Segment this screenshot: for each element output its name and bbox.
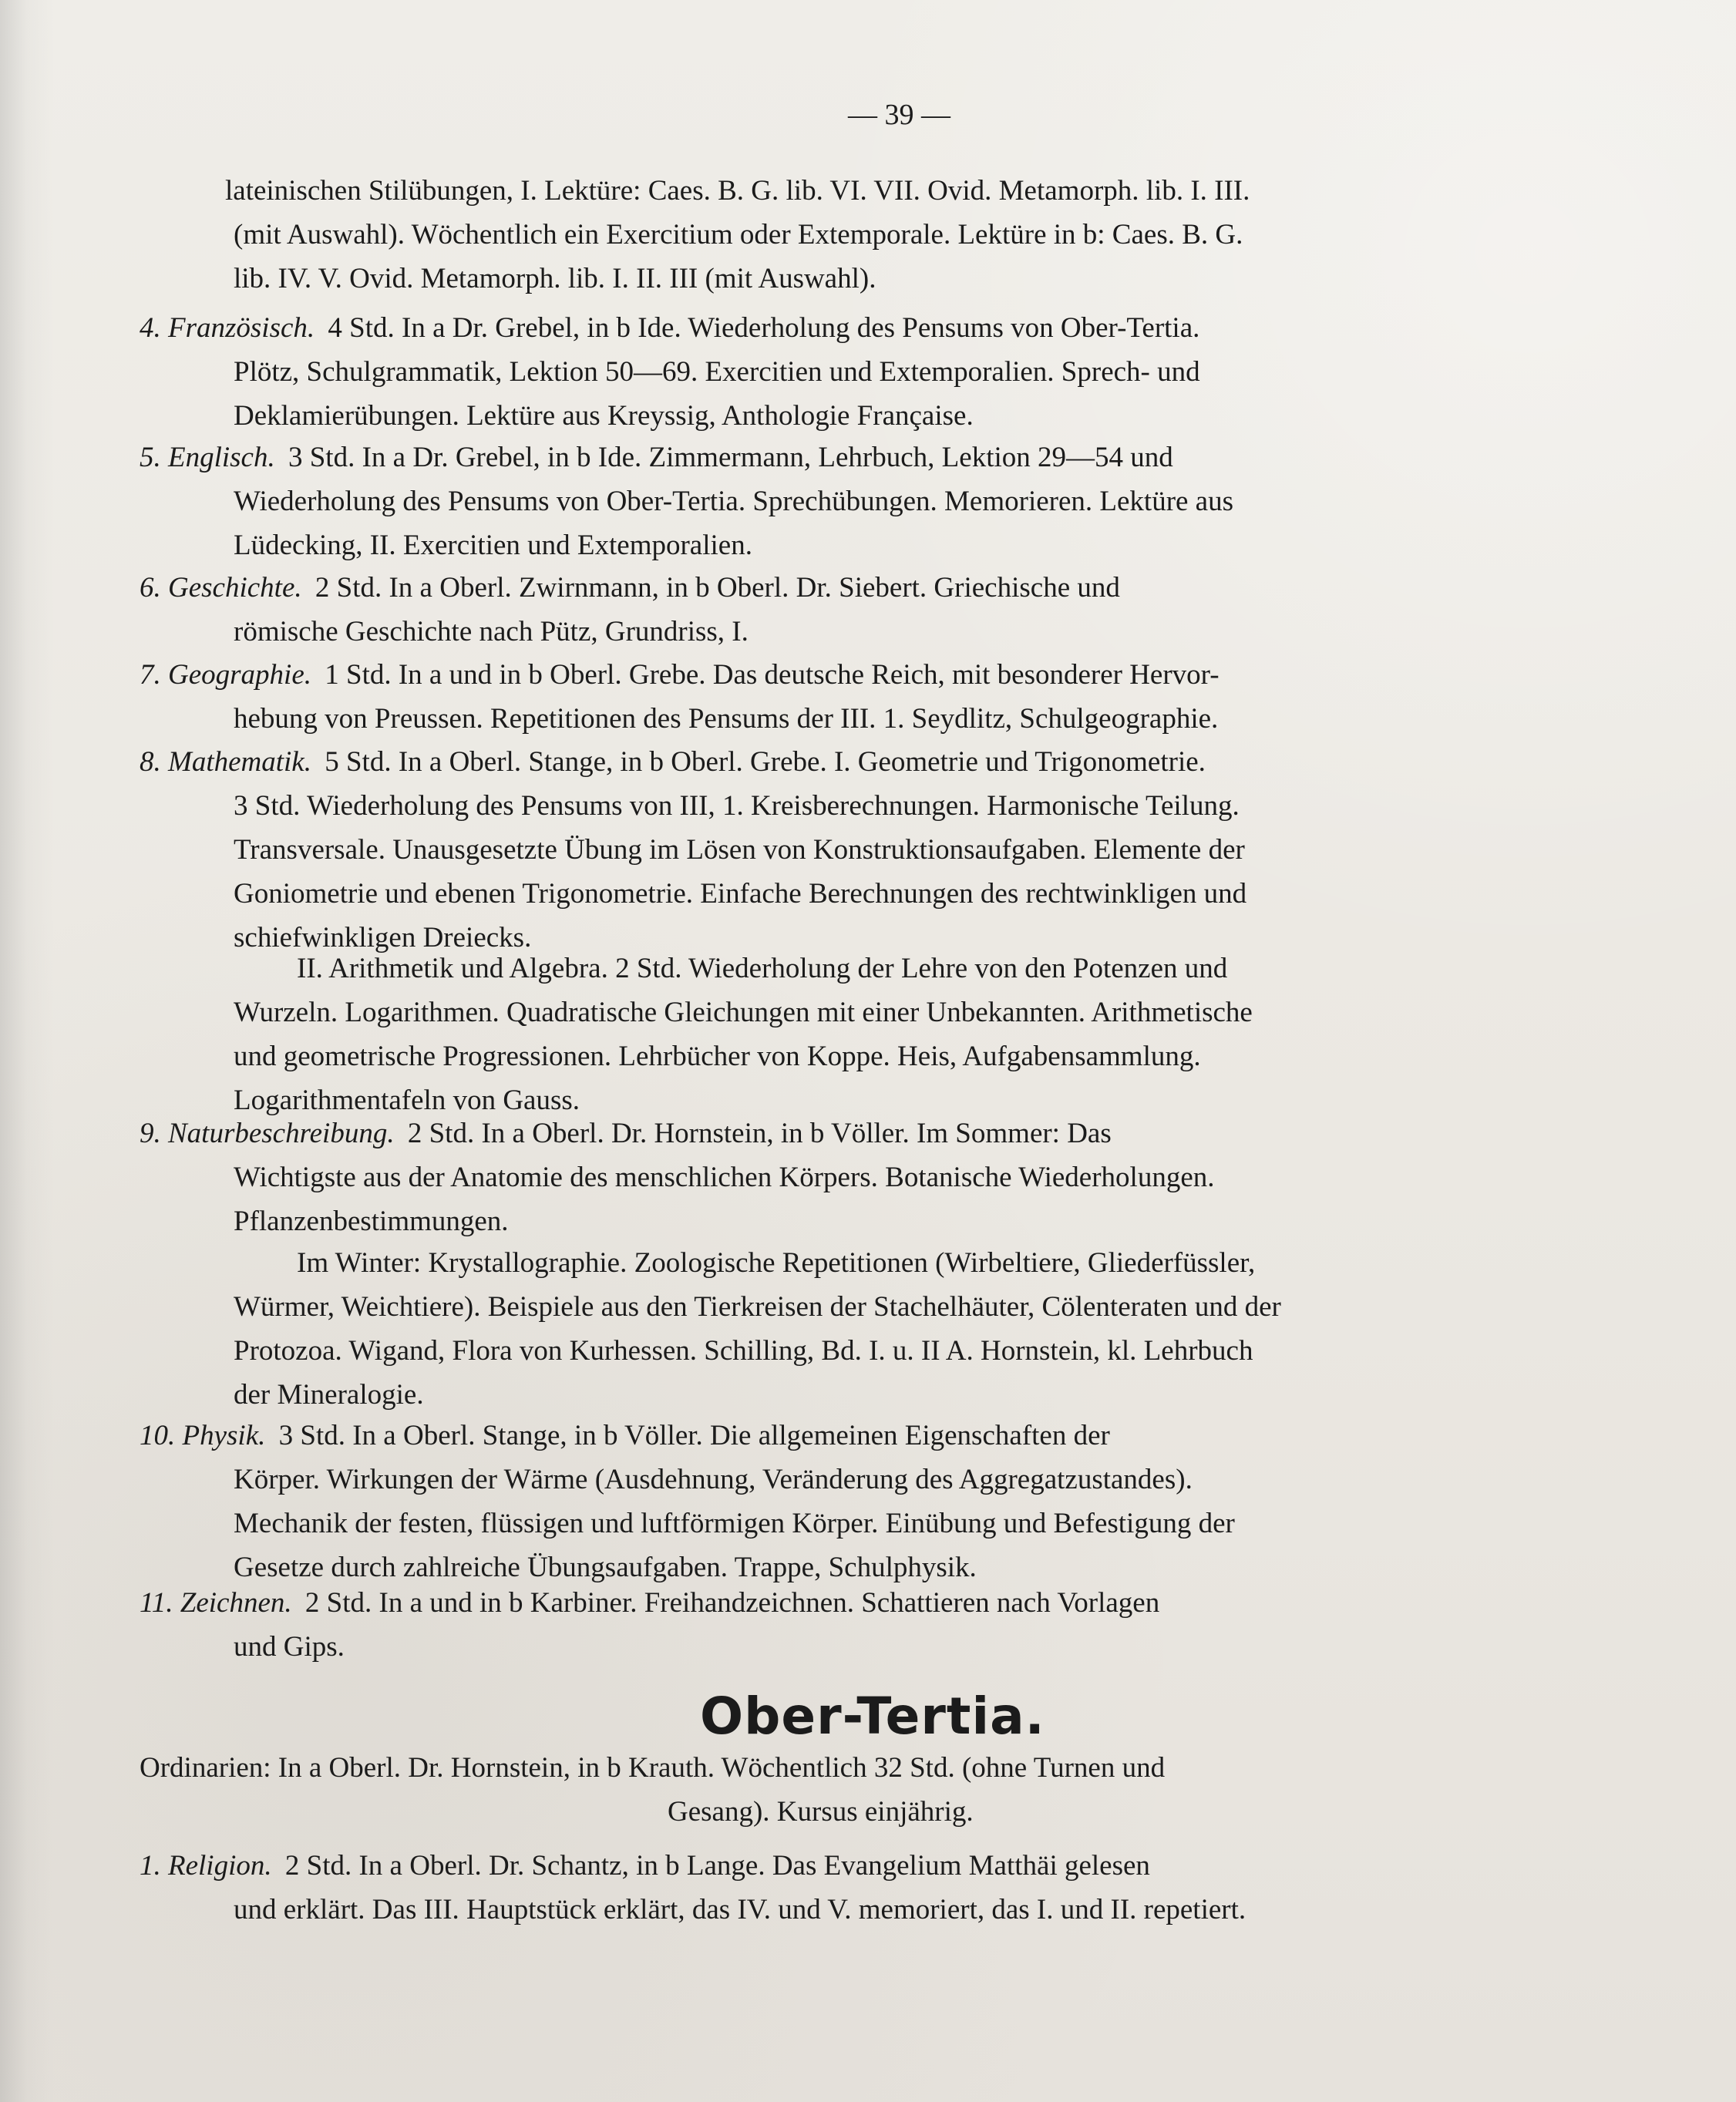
- religion-line2: und erklärt. Das III. Hauptstück erklärt, das IV. und V. memoriert, das I. und II. repetiert.: [234, 1894, 1246, 1925]
- section-number: 6.: [140, 572, 161, 604]
- section-9-line1: [140, 1119, 1112, 1148]
- text-line: Goniometrie und ebenen Trigonometrie. Einfache Berechnungen des rechtwinkligen und: [234, 878, 1247, 910]
- page-number: — 39 —: [848, 99, 950, 131]
- section-subject: Naturbeschreibung.: [168, 1118, 395, 1149]
- text-line: römische Geschichte nach Pütz, Grundriss, I.: [234, 616, 749, 647]
- text-line: Deklamierübungen. Lektüre aus Kreyssig, Anthologie Française.: [234, 400, 974, 432]
- section-number: 11.: [140, 1587, 173, 1619]
- text-line: Plötz, Schulgrammatik, Lektion 50—69. Exercitien und Extemporalien. Sprech- und: [234, 356, 1200, 388]
- section-number: 10.: [140, 1420, 176, 1451]
- section-number: 7.: [140, 659, 161, 691]
- section-line1-rest: 5 Std. In a Oberl. Stange, in b Oberl. Grebe. I. Geometrie und Trigonometrie.: [325, 746, 1206, 778]
- text-line: Lüdecking, II. Exercitien und Extemporalien.: [234, 530, 752, 561]
- section-line1-rest: 2 Std. In a Oberl. Dr. Hornstein, in b Völler. Im Sommer: Das: [407, 1118, 1112, 1149]
- text-line: Logarithmentafeln von Gauss.: [234, 1085, 580, 1116]
- section-number: 8.: [140, 746, 161, 778]
- text-line: Transversale. Unausgesetzte Übung im Lösen von Konstruktionsaufgaben. Elemente der: [234, 834, 1245, 866]
- section-8-line1: [140, 748, 1206, 776]
- section-number: 5.: [140, 442, 161, 473]
- section-subject: Englisch.: [168, 442, 275, 473]
- text-line: Mechanik der festen, flüssigen und luftförmigen Körper. Einübung und Befestigung der: [234, 1508, 1235, 1539]
- section-6-line1: [140, 573, 1120, 602]
- section-4-line1: [140, 314, 1199, 342]
- section-10-line1: [140, 1421, 1110, 1450]
- section-subject: Mathematik.: [168, 746, 311, 778]
- section-line1-rest: 3 Std. In a Oberl. Stange, in b Völler. Die allgemeinen Eigenschaften der: [278, 1420, 1110, 1451]
- text-line: hebung von Preussen. Repetitionen des Pensums der III. 1. Seydlitz, Schulgeographie.: [234, 703, 1219, 735]
- text-line: Pflanzenbestimmungen.: [234, 1206, 509, 1237]
- section-line1-rest: 1 Std. In a und in b Oberl. Grebe. Das deutsche Reich, mit besonderer Hervor-: [325, 659, 1220, 691]
- text-line: Protozoa. Wigand, Flora von Kurhessen. Schilling, Bd. I. u. II A. Hornstein, kl. Lehrbuch: [234, 1335, 1253, 1367]
- section-number: 9.: [140, 1118, 161, 1149]
- text-line: der Mineralogie.: [234, 1379, 424, 1411]
- text-line: Wichtigste aus der Anatomie des menschlichen Körpers. Botanische Wiederholungen.: [234, 1162, 1215, 1193]
- section-line1-rest: 2 Std. In a und in b Karbiner. Freihandzeichnen. Schattieren nach Vorlagen: [304, 1587, 1160, 1619]
- ordinarien-line2: Gesang). Kursus einjährig.: [668, 1796, 974, 1828]
- text-line: Körper. Wirkungen der Wärme (Ausdehnung, Veränderung des Aggregatzustandes).: [234, 1464, 1193, 1495]
- section-heading: Ober-Tertia.: [700, 1687, 1045, 1746]
- section-line1-rest: 4 Std. In a Dr. Grebel, in b Ide. Wiederholung des Pensums von Ober-Tertia.: [328, 312, 1200, 344]
- section-subject: Religion.: [168, 1850, 272, 1882]
- text-line: Im Winter: Krystallographie. Zoologische Repetitionen (Wirbeltiere, Gliederfüssler,: [297, 1247, 1256, 1279]
- text-line: schiefwinkligen Dreiecks.: [234, 922, 532, 953]
- section-5-line1: [140, 443, 1173, 472]
- section-line1-rest: 2 Std. In a Oberl. Zwirnmann, in b Oberl. Dr. Siebert. Griechische und: [315, 572, 1120, 604]
- text-line: lateinischen Stilübungen, I. Lektüre: Caes. B. G. lib. VI. VII. Ovid. Metamorph. lib. I. III.: [225, 175, 1250, 207]
- ordinarien-line1: Ordinarien: In a Oberl. Dr. Hornstein, in b Krauth. Wöchentlich 32 Std. (ohne Turnen und: [140, 1752, 1166, 1784]
- section-subject: Geschichte.: [168, 572, 302, 604]
- section-line1-rest: 3 Std. In a Dr. Grebel, in b Ide. Zimmermann, Lehrbuch, Lektion 29—54 und: [288, 442, 1173, 473]
- religion-line1: [140, 1851, 1150, 1880]
- section-subject: Zeichnen.: [180, 1587, 292, 1619]
- text-line: 3 Std. Wiederholung des Pensums von III, 1. Kreisberechnungen. Harmonische Teilung.: [234, 790, 1240, 822]
- text-line: Wiederholung des Pensums von Ober-Tertia. Sprechübungen. Memorieren. Lektüre aus: [234, 486, 1234, 517]
- text-line: (mit Auswahl). Wöchentlich ein Exercitium oder Extemporale. Lektüre in b: Caes. B. G.: [234, 219, 1243, 251]
- text-line: Würmer, Weichtiere). Beispiele aus den Tierkreisen der Stachelhäuter, Cölenteraten und der: [234, 1291, 1281, 1323]
- text-line: II. Arithmetik und Algebra. 2 Std. Wiederholung der Lehre von den Potenzen und: [297, 953, 1228, 984]
- section-7-line1: [140, 661, 1220, 689]
- text-line: Wurzeln. Logarithmen. Quadratische Gleichungen mit einer Unbekannten. Arithmetische: [234, 997, 1253, 1028]
- text-line: und geometrische Progressionen. Lehrbücher von Koppe. Heis, Aufgabensammlung.: [234, 1041, 1201, 1072]
- section-number: 1.: [140, 1850, 161, 1882]
- text-line: und Gips.: [234, 1631, 345, 1663]
- section-11-line1: [140, 1589, 1159, 1617]
- section-number: 4.: [140, 312, 161, 344]
- text-line: Gesetze durch zahlreiche Übungsaufgaben. Trappe, Schulphysik.: [234, 1552, 977, 1583]
- section-subject: Französisch.: [168, 312, 315, 344]
- section-subject: Geographie.: [168, 659, 311, 691]
- text-line: lib. IV. V. Ovid. Metamorph. lib. I. II. III (mit Auswahl).: [234, 263, 876, 294]
- section-subject: Physik.: [182, 1420, 266, 1451]
- section-line1-rest: 2 Std. In a Oberl. Dr. Schantz, in b Lange. Das Evangelium Matthäi gelesen: [284, 1850, 1150, 1882]
